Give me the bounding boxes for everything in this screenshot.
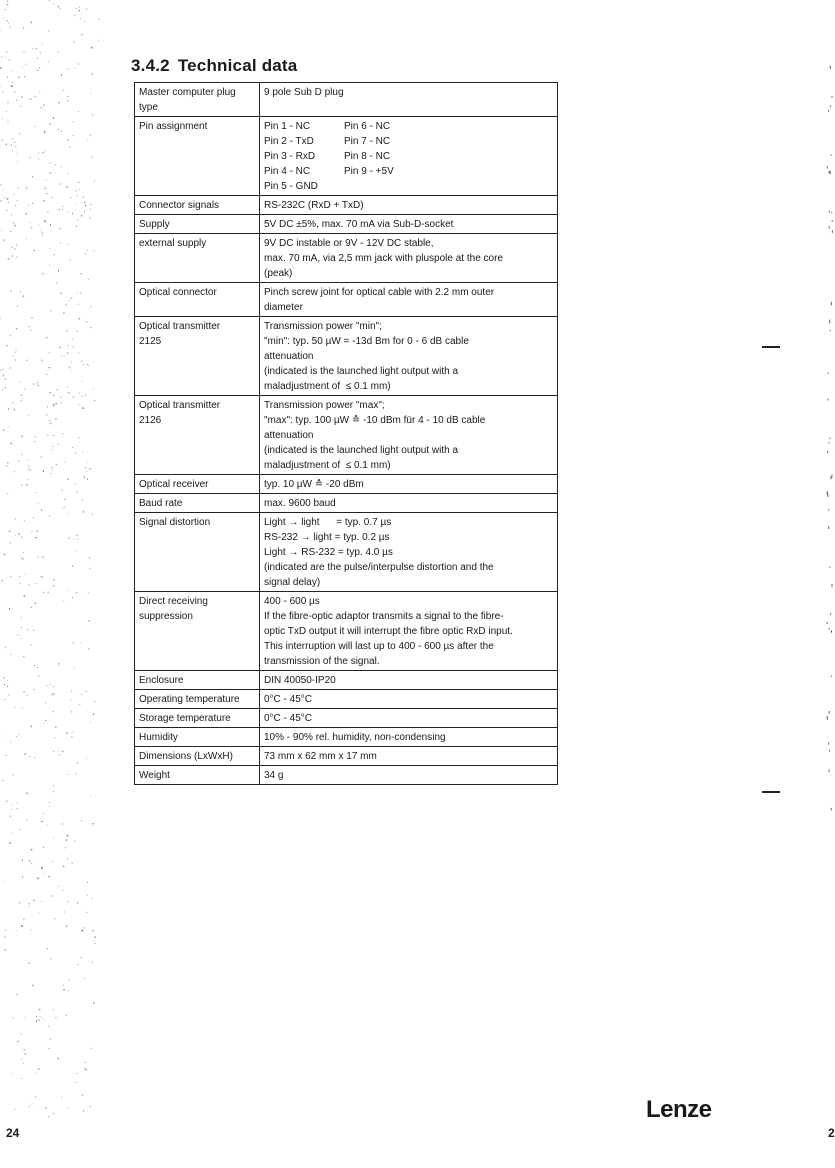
scan-noise-right [826,60,834,820]
row-label-text: Operating temperature [139,694,240,705]
section-heading: Technical data [177,56,298,75]
value-line: 0°C - 45°C [264,694,313,705]
section-title [131,56,297,76]
value-line: 9V DC instable or 9V - 12V DC stable, [264,238,434,249]
value-line: diameter [264,302,303,313]
row-value [260,690,558,709]
row-label-text: Optical transmitter 2125 [139,321,221,347]
row-value [260,728,558,747]
section-number: 3.4.2 [131,56,170,75]
value-line: (indicated are the pulse/interpulse distortion and the [264,562,494,573]
row-value [260,396,558,475]
value-line: max. 9600 baud [264,498,336,509]
row-label-text: Humidity [139,732,178,743]
row-label [135,766,260,785]
pin-entry: Pin 9 - +5V [344,166,394,177]
row-label-text: Dimensions (LxWxH) [139,751,233,762]
row-label-text: Optical receiver [139,479,209,490]
row-label [135,83,260,117]
row-label [135,709,260,728]
value-line: transmission of the signal. [264,656,380,667]
row-value [260,766,558,785]
row-label-text: Storage temperature [139,713,231,724]
row-label [135,215,260,234]
value-line: 5V DC ±5%, max. 70 mA via Sub-D-socket [264,219,454,230]
row-label-text: Optical transmitter 2126 [139,400,221,426]
table-row [135,728,558,747]
scan-noise-left [0,0,110,1120]
table-row [135,475,558,494]
row-value [260,215,558,234]
value-line: DIN 40050-IP20 [264,675,336,686]
row-label [135,747,260,766]
row-label-text: Master computer plug type [139,87,239,113]
value-line: If the fibre-optic adaptor transmits a signal to the fibre- [264,611,504,622]
table-row [135,747,558,766]
value-line: 73 mm x 62 mm x 17 mm [264,751,377,762]
page-number: 24 [6,1126,20,1140]
pin-entry: Pin 1 - NC [264,121,311,132]
row-label [135,592,260,671]
value-line: 10% - 90% rel. humidity, non-condensing [264,732,446,743]
table-row [135,283,558,317]
row-label [135,396,260,475]
value-line: RS-232C (RxD + TxD) [264,200,364,211]
value-line: 0°C - 45°C [264,713,313,724]
table-row [135,196,558,215]
value-line: 400 - 600 µs [264,596,320,607]
table-row [135,690,558,709]
value-line: Transmission power "min"; [264,321,382,332]
value-line: "min": typ. 50 µW = -13d Bm for 0 - 6 dB cable [264,336,469,347]
table-row [135,494,558,513]
table-row [135,513,558,592]
value-line: 9 pole Sub D plug [264,87,344,98]
row-label-text: Enclosure [139,675,184,686]
row-label-text: Optical connector [139,287,217,298]
table-row [135,709,558,728]
row-value [260,234,558,283]
value-line: (indicated is the launched light output with a [264,366,459,377]
row-label [135,317,260,396]
value-line: Pinch screw joint for optical cable with 2.2 mm outer [264,287,495,298]
table-row [135,671,558,690]
pin-entry: Pin 5 - GND [264,181,318,192]
table-row [135,117,558,196]
row-label-text: external supply [139,238,207,249]
table-row [135,766,558,785]
pin-entry: Pin 3 - RxD [264,151,316,162]
value-line: max. 70 mA, via 2,5 mm jack with pluspole at the core [264,253,503,264]
row-label [135,196,260,215]
pin-assignment-grid [264,119,553,194]
pin-entry [344,179,424,194]
pin-entry: Pin 4 - NC [264,166,311,177]
pin-entry: Pin 6 - NC [344,121,391,132]
row-label [135,283,260,317]
row-label [135,475,260,494]
value-line: maladjustment of ≤ 0.1 mm) [264,381,391,392]
value-line: optic TxD output it will interrupt the fibre optic RxD input. [264,626,513,637]
row-value [260,747,558,766]
value-line: (indicated is the launched light output with a [264,445,459,456]
technical-data-table [134,82,558,785]
table-row [135,396,558,475]
value-line: attenuation [264,430,314,441]
row-label [135,690,260,709]
table-row [135,234,558,283]
value-line: Light → RS-232 = typ. 4.0 µs [264,547,393,558]
row-label-text: Weight [139,770,170,781]
row-label [135,671,260,690]
row-label-text: Supply [139,219,170,230]
row-value [260,494,558,513]
value-line: 34 g [264,770,284,781]
row-label-text: Pin assignment [139,121,208,132]
table-row [135,592,558,671]
edge-mark [762,346,780,348]
row-label [135,234,260,283]
row-value [260,671,558,690]
row-label-text: Connector signals [139,200,220,211]
value-line: signal delay) [264,577,321,588]
table-row [135,317,558,396]
row-value [260,709,558,728]
pin-entry: Pin 2 - TxD [264,136,314,147]
pin-entry: Pin 8 - NC [344,151,391,162]
value-line: Transmission power "max"; [264,400,385,411]
value-line: (peak) [264,268,293,279]
row-value [260,592,558,671]
value-line: attenuation [264,351,314,362]
row-value [260,117,558,196]
row-label-text: Baud rate [139,498,183,509]
row-value [260,283,558,317]
row-value [260,196,558,215]
table-row [135,83,558,117]
value-line: RS-232 → light = typ. 0.2 µs [264,532,390,543]
value-line: "max": typ. 100 µW ≙ -10 dBm für 4 - 10 dB cable [264,415,486,426]
pin-entry: Pin 7 - NC [344,136,391,147]
row-value [260,317,558,396]
value-line: maladjustment of ≤ 0.1 mm) [264,460,391,471]
table-row [135,215,558,234]
lenze-logo: Lenze [646,1096,712,1123]
row-value [260,83,558,117]
value-line: This interruption will last up to 400 - 600 µs after the [264,641,494,652]
value-line: typ. 10 µW ≙ -20 dBm [264,479,364,490]
edge-mark [762,791,780,793]
row-label [135,513,260,592]
row-label [135,728,260,747]
row-label-text: Direct receiving suppression [139,596,208,622]
row-value [260,513,558,592]
value-line: Light → light = typ. 0.7 µs [264,517,392,528]
row-label-text: Signal distortion [139,517,211,528]
row-value [260,475,558,494]
page-number-right: 2 [828,1126,835,1140]
row-label [135,494,260,513]
row-label [135,117,260,196]
